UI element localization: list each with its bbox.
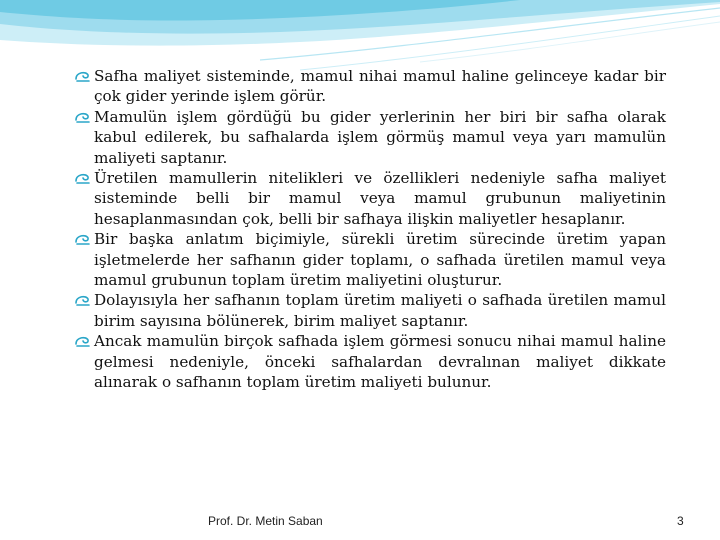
bullet-text: Üretilen mamullerin nitelikleri ve özellikleri nedeniyle safha maliyet sisteminde belli bir mamul veya mamul grubunun maliyetinin hesaplanmasından çok, belli bir safhaya ilişkin maliyetler hesaplanır.: [94, 169, 666, 228]
swirl-bullet-icon: [74, 110, 91, 124]
bullet-item: [74, 66, 666, 107]
bullet-item: [74, 290, 666, 331]
bullet-item: [74, 331, 666, 392]
bullet-item: [74, 107, 666, 168]
bullet-text: Safha maliyet sisteminde, mamul nihai mamul haline gelinceye kadar bir çok gider yerinde işlem görür.: [94, 67, 666, 106]
page-number: 3: [677, 514, 684, 528]
swirl-bullet-icon: [74, 232, 91, 246]
bullet-text: Dolayısıyla her safhanın toplam üretim maliyeti o safhada üretilen mamul birim sayısına bölünerek, birim maliyet saptanır.: [94, 291, 666, 330]
swirl-bullet-icon: [74, 334, 91, 348]
bullet-text: Bir başka anlatım biçimiyle, sürekli üretim sürecinde üretim yapan işletmelerde her safhanın gider toplamı, o safhada üretilen mamul veya mamul grubunun toplam üretim maliyetini oluşturur.: [94, 230, 666, 290]
bullet-item: [74, 168, 666, 229]
swirl-bullet-icon: [74, 69, 91, 83]
bullet-text: Ancak mamulün birçok safhada işlem görmesi sonucu nihai mamul haline gelmesi nedeniyle, önceki safhalardan devralınan maliyet dikkate alınarak o safhanın toplam üretim maliyeti bulunur.: [94, 332, 666, 392]
swirl-bullet-icon: [74, 171, 91, 185]
bullet-list: [74, 66, 666, 393]
footer-author: Prof. Dr. Metin Saban: [208, 514, 323, 528]
swirl-bullet-icon: [74, 293, 91, 307]
bullet-item: [74, 229, 666, 290]
bullet-text: Mamulün işlem gördüğü bu gider yerlerinin her biri bir safha olarak kabul edilerek, bu safhalarda işlem görmüş mamul veya yarı mamulün maliyeti saptanır.: [94, 107, 666, 167]
